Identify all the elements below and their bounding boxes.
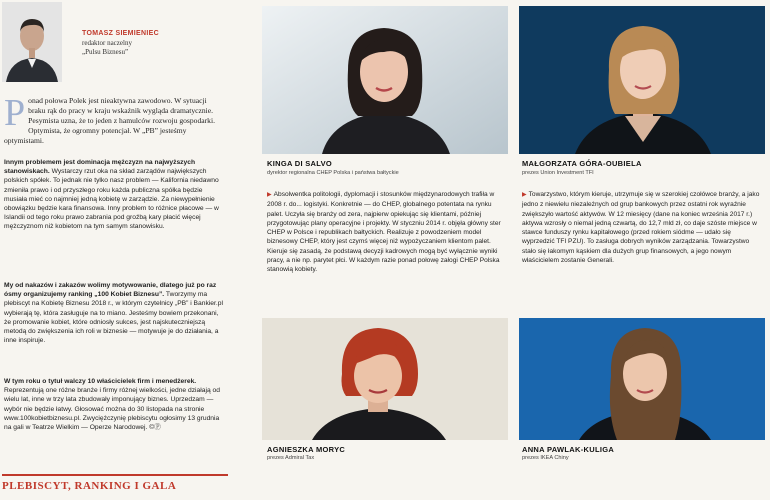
author-publication: „Pulsu Biznesu” xyxy=(82,48,129,56)
profile-role: dyrektor regionalna CHEP Polska i państwa bałtyckie xyxy=(267,170,399,176)
author-portrait-icon xyxy=(2,2,62,82)
profile-bio xyxy=(267,190,505,275)
bullet-triangle-icon: ▶ xyxy=(522,192,527,198)
author-role: redaktor naczelny xyxy=(82,39,132,47)
profile-card xyxy=(262,318,508,500)
drop-cap: P xyxy=(4,92,26,134)
profile-photo xyxy=(262,6,508,154)
author-box xyxy=(0,0,228,92)
profile-photo xyxy=(262,318,508,440)
paragraph-lead: My od nakazów i zakazów wolimy motywowanie, dlatego już po raz ósmy organizujemy ranking „100 Kobiet Biznesu”. xyxy=(4,282,217,299)
profile-card xyxy=(519,318,765,500)
body-paragraph xyxy=(4,281,226,345)
intro-paragraph xyxy=(4,92,224,146)
profile-bio-text: Absolwentka politologii, dyplomacji i stosunków międzynarodowych trafiła w 2008 r. do... logistyki. Konkretnie — do CHEP, globalnego potentata na rynku palet. Uczyła się branży od zera, najpierw opiekując się klientami, później przygotowując plany operacyjne i projekty. W styczniu 2014 r. objęła główny ster CHEP w Polsce i republikach bałtyckich. Realizuje z powodzeniem model biznesowy CHEP, który jest czymś więcej niż wypożyczaniem klientom palet. Kieruje się zasadą, że podstawą decyzji kadrowych mogą być wyłącznie wyniki pracy, a nie np. parytet płci. W każdym razie ponad połowę załogi CHEP Polska stanowią kobiety. xyxy=(267,191,501,274)
profile-bio-text: Towarzystwo, którym kieruje, utrzymuje się w szerokiej czołówce branży, a jako jedno z niewielu niezależnych od grup bankowych przez ostatni rok wyraźnie zwiększyło wartość aktywów. W 12 miesięcy (dane na koniec września 2017 r.) aktywa wzrosły o niemal jedną czwartą, do 12,7 mld zł, co daje szóste miejsce w stawce funduszy rynku kapitałowego (przed rokiem siódme — udało się wyprzedzić TFI PZU). To zasługa dobrych wyników zarządzania. Towarzystwo stało się łakomym kąskiem dla dużych grup finansowych, a jego nowym właścicielem zostanie Generali. xyxy=(522,191,760,265)
profile-photo xyxy=(519,318,765,440)
editorial-column xyxy=(0,0,228,500)
portrait-woman-red-hair-icon xyxy=(262,318,508,440)
profile-role: prezes Union Investment TFI xyxy=(522,170,594,176)
section-footer-label: PLEBISCYT, RANKING I GALA xyxy=(2,480,177,492)
profile-photo xyxy=(519,6,765,154)
portrait-woman-long-hair-icon xyxy=(519,318,765,440)
author-name: TOMASZ SIEMIENIEC xyxy=(82,30,159,37)
profile-name: KINGA DI SALVO xyxy=(267,159,333,168)
body-paragraph xyxy=(4,377,226,432)
paragraph-text: Wystarczy rzut oka na skład zarządów największych polskich spółek. To jednak nie tylko nasz problem — Kalifornia niedawno zmieniła prawo i od przyszłego roku każda publiczna spółka będzie musiała mieć co najmniej jedną kobietę w zarządzie. Za niewypełnienie obowiązku będzie kara finansowa. Inny problem to różnice płacowe — w Islandii od tego roku prawo zabrania pod groźbą kary płacić więcej mężczyznom niż kobietom na tym samym stanowisku. xyxy=(4,168,219,231)
profile-bio xyxy=(522,190,762,265)
bullet-triangle-icon: ▶ xyxy=(267,192,272,198)
portrait-woman-blonde-hair-icon xyxy=(519,6,765,154)
profile-name: AGNIESZKA MORYC xyxy=(267,445,346,454)
portrait-woman-dark-hair-icon xyxy=(262,6,508,154)
intro-text: onad połowa Polek jest nieaktywna zawodowo. W sytuacji braku rąk do pracy w kraju wskaźnik wygląda dramatycznie. Pesymista uzna, że to jeden z hamulców rozwoju gospodarki. Optymista, że ogromny potencjał. W „PB” jesteśmy optymistami. xyxy=(4,96,215,145)
profile-name: MAŁGORZATA GÓRA-OUBIELA xyxy=(522,159,642,168)
profile-card xyxy=(262,6,508,346)
paragraph-lead: Innym problemem jest dominacja mężczyzn na najwyższych stanowiskach. xyxy=(4,159,196,176)
profile-role: prezes IKEA Chiny xyxy=(522,455,569,461)
paragraph-text: Tworzymy ma plebiscyt na Kobietę Biznesu 2018 r., w którym czytelnicy „PB” i Bankier.pl wybierają tę, która zasługuje na to miano. Jesteśmy bowiem przekonani, że promowanie kobiet, które odniosły sukces, jest najskuteczniejszą metodą do zwiększenia ich roli w biznesie — motywuje je do działania, a inne inspiruje. xyxy=(4,291,223,345)
author-photo xyxy=(2,2,62,82)
paragraph-text: Reprezentują one różne branże i firmy różnej wielkości, jedne działają od wielu lat, inne w trzy lata zbudowały imponujący biznes. Uprzedzam — wybór nie będzie łatwy. Głosować można do 30 listopada na stronie www.100kobietbiznesu.pl. Zwyciężczynię plebiscytu ogłosimy 13 grudnia na gali w Teatrze Wielkim — Operze Narodowej. ©Ⓟ xyxy=(4,387,220,432)
profile-name: ANNA PAWLAK-KULIGA xyxy=(522,445,615,454)
section-footer xyxy=(2,474,228,492)
profile-role: prezes Admiral Tax xyxy=(267,455,315,461)
paragraph-lead: W tym roku o tytuł walczy 10 właścicielek firm i menedżerek. xyxy=(4,378,197,385)
body-paragraph xyxy=(4,158,226,232)
profile-card xyxy=(519,6,765,346)
